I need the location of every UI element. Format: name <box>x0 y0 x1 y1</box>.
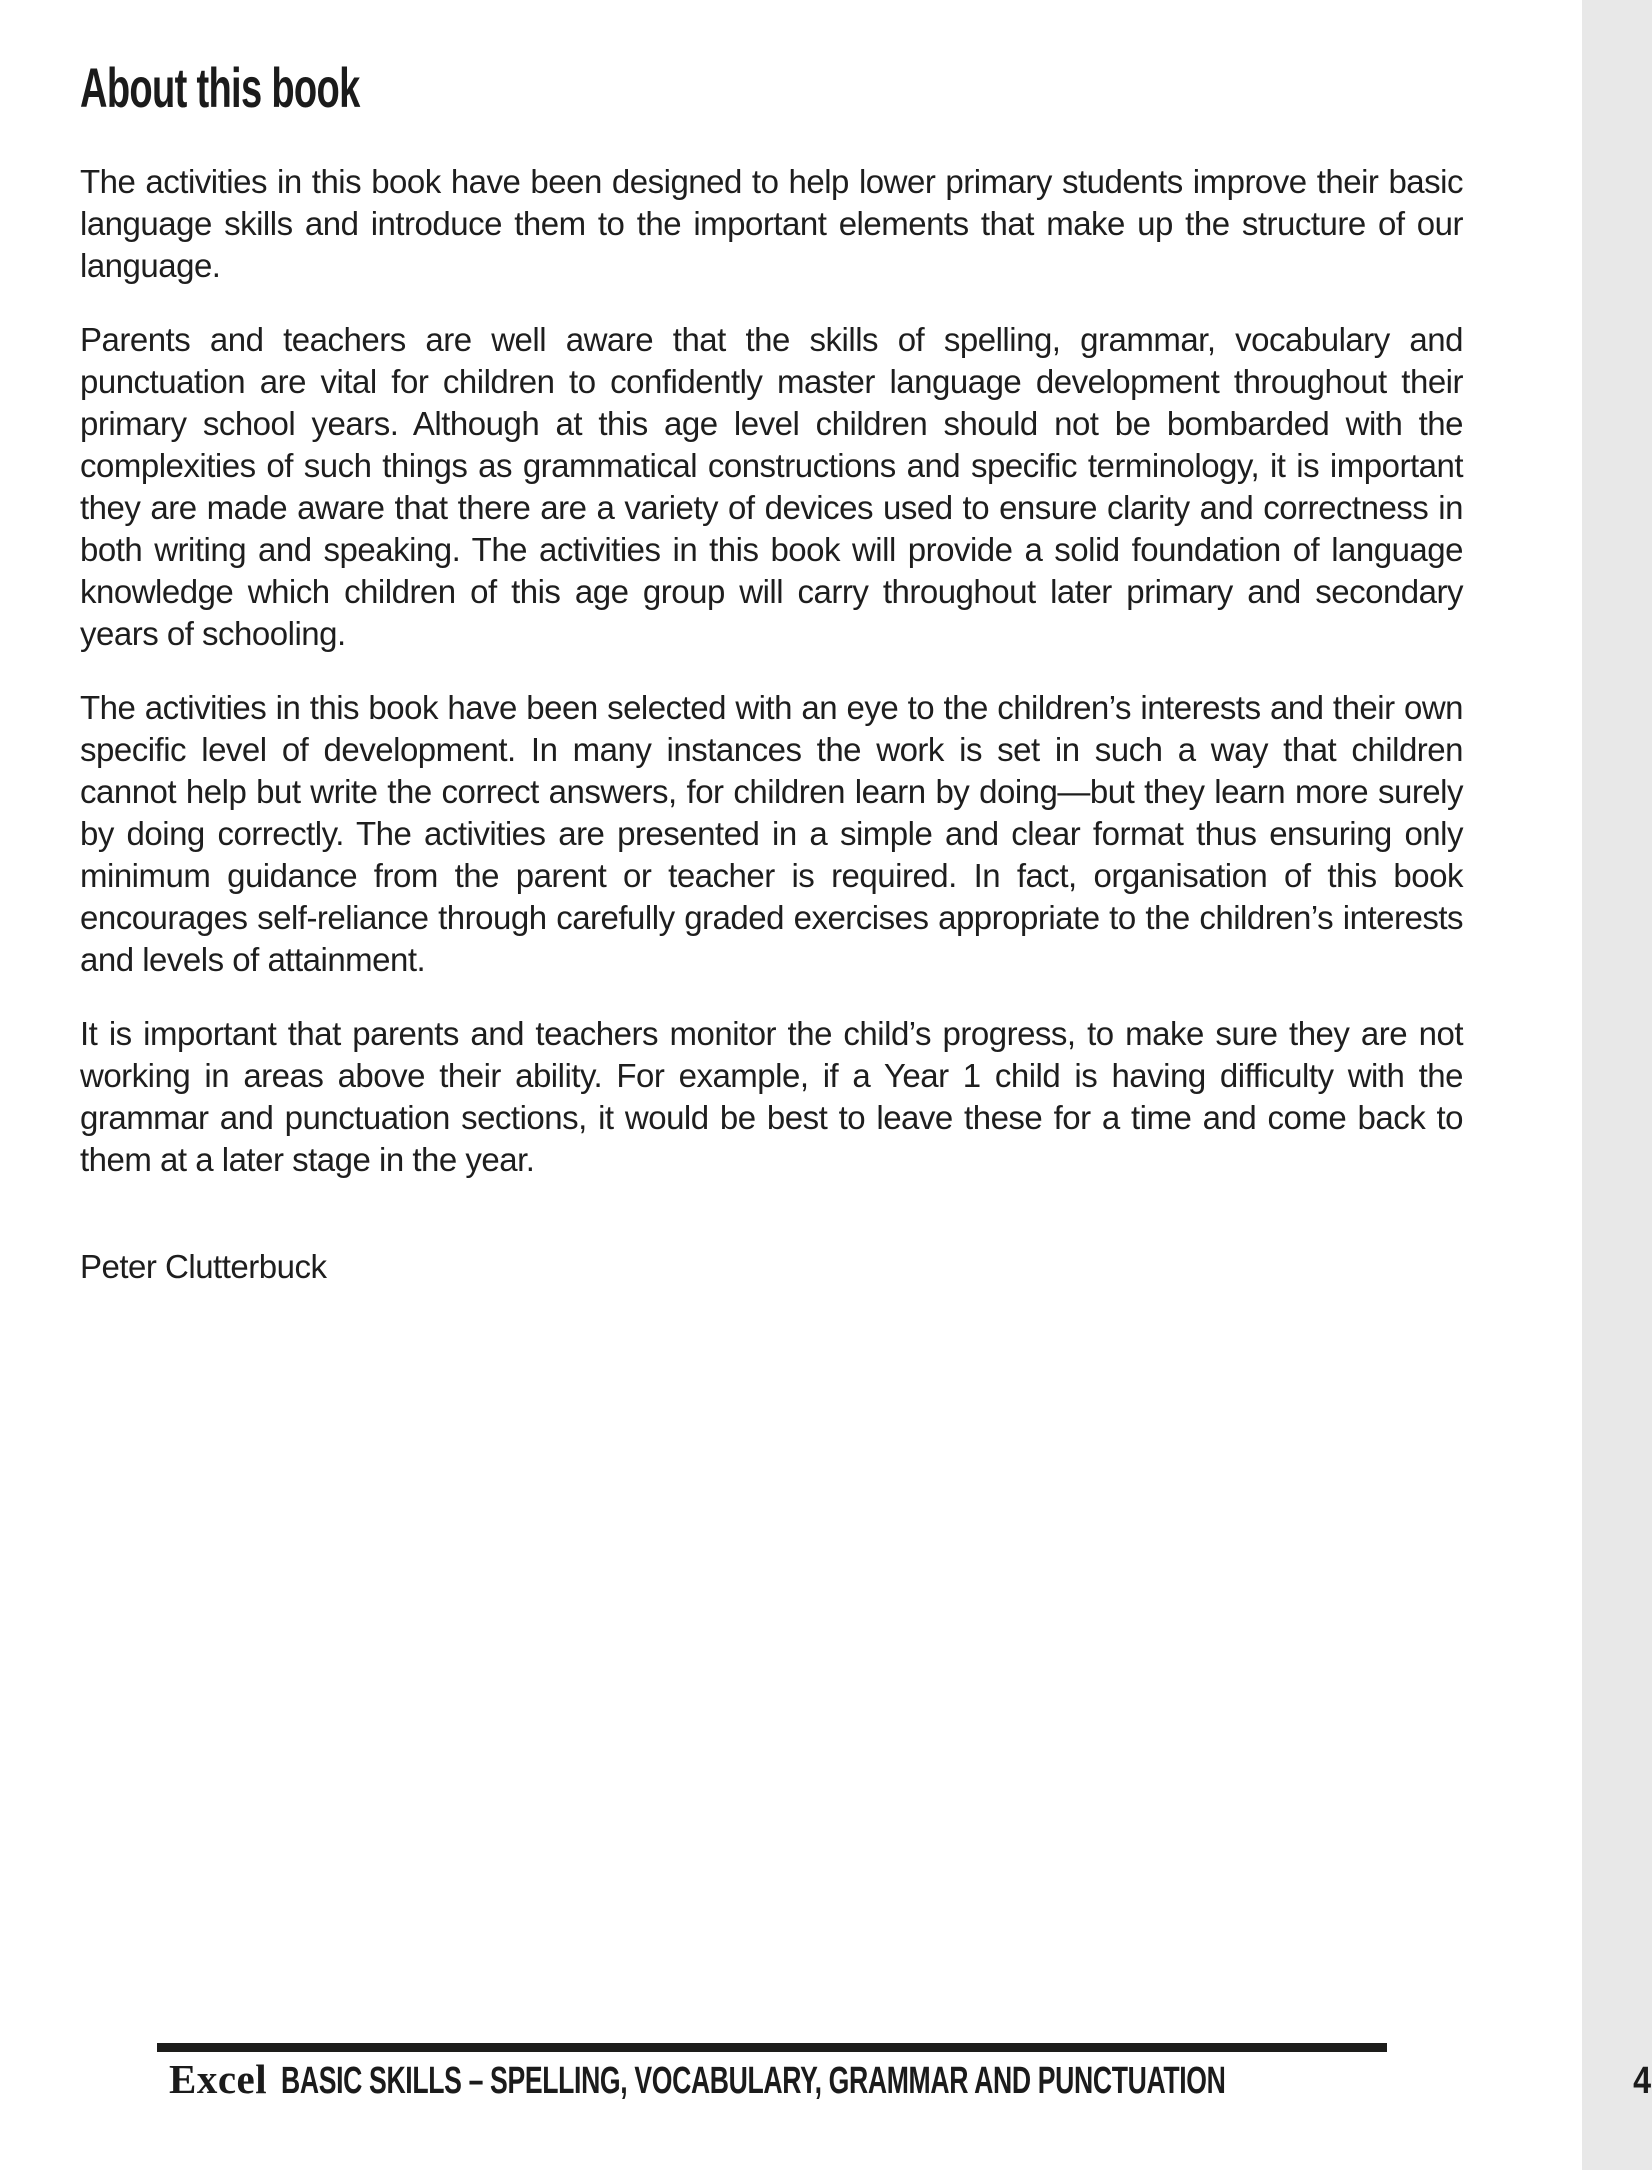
page-footer <box>157 2056 1652 2103</box>
author-name: Peter Clutterbuck <box>80 1248 327 1285</box>
author-block <box>80 1246 1463 1288</box>
body-paragraph: It is important that parents and teachers monitor the child’s progress, to make sure they are not working in areas above their ability. For example, if a Year 1 child is having difficulty with the grammar and punctuation sections, it would be best to leave these for a time and come back to them at a later stage in the year. <box>80 1015 1463 1178</box>
body-paragraph: The activities in this book have been designed to help lower primary students improve their basic language skills and introduce them to the important elements that make up the structure of our language. <box>80 163 1463 284</box>
footer-brand: Excel <box>169 2056 268 2102</box>
footer-series-title: BASIC SKILLS – SPELLING, VOCABULARY, GRAMMAR AND PUNCTUATION <box>281 2060 1226 2102</box>
page-title: About this book <box>80 56 360 119</box>
body-paragraph: The activities in this book have been selected with an eye to the children’s interests and their own specific level of development. In many instances the work is set in such a way that children cannot help but write the correct answers, for children learn by doing—but they learn more surely by doing correctly. The activities are presented in a simple and clear format thus ensuring only minimum guidance from the parent or teacher is required. In fact, organisation of this book encourages self-reliance through carefully graded exercises appropriate to the children’s interests and levels of attainment. <box>80 689 1463 978</box>
body-paragraph: Parents and teachers are well aware that the skills of spelling, grammar, vocabulary and punctuation are vital for children to confidently master language development throughout their primary school years. Although at this age level children should not be bombarded with the complexities of such things as grammatical constructions and specific terminology, it is important they are made aware that there are a variety of devices used to ensure clarity and correctness in both writing and speaking. The activities in this book will provide a solid foundation of language knowledge which children of this age group will carry throughout later primary and secondary years of schooling. <box>80 321 1463 652</box>
page-number: 4 <box>1633 2060 1652 2102</box>
footer-series <box>169 2057 1630 2103</box>
body-text <box>80 161 1463 1213</box>
footer-rule <box>157 2043 1387 2052</box>
